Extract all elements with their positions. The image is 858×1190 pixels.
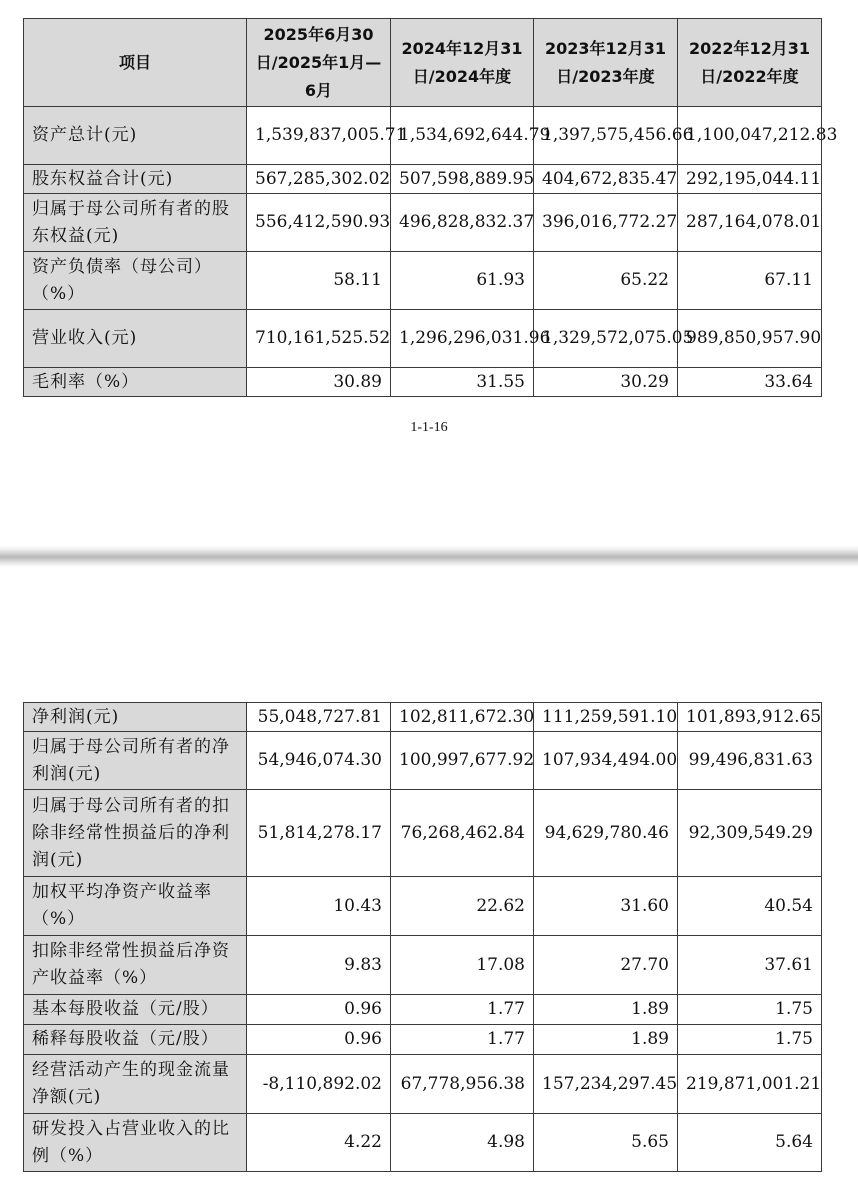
cell-value: 4.22 (247, 1114, 391, 1172)
cell-value: 710,161,525.52 (247, 310, 391, 368)
header-col-2022: 2022年12月31日/2022年度 (678, 19, 822, 107)
cell-value: 1.75 (678, 995, 822, 1025)
row-label: 资产总计(元) (24, 107, 247, 165)
row-label: 资产负债率（母公司）（%） (24, 252, 247, 310)
cell-value: 9.83 (247, 936, 391, 995)
cell-value: 101,893,912.65 (678, 703, 822, 732)
row-label: 经营活动产生的现金流量净额(元) (24, 1055, 247, 1114)
table-row (24, 310, 822, 368)
cell-value: 1,329,572,075.05 (534, 310, 678, 368)
cell-value: 58.11 (247, 252, 391, 310)
cell-value: 100,997,677.92 (391, 732, 534, 790)
cell-value: 54,946,074.30 (247, 732, 391, 790)
cell-value: 1.89 (534, 995, 678, 1025)
cell-value: 507,598,889.95 (391, 165, 534, 194)
cell-value: 67.11 (678, 252, 822, 310)
table-row (24, 877, 822, 936)
cell-value: 61.93 (391, 252, 534, 310)
cell-value: 51,814,278.17 (247, 790, 391, 877)
cell-value: 67,778,956.38 (391, 1055, 534, 1114)
table-row (24, 1055, 822, 1114)
row-label: 股东权益合计(元) (24, 165, 247, 194)
cell-value: 496,828,832.37 (391, 194, 534, 252)
cell-value: 1,534,692,644.79 (391, 107, 534, 165)
cell-value: 0.96 (247, 995, 391, 1025)
cell-value: 1,100,047,212.83 (678, 107, 822, 165)
row-label: 毛利率（%） (24, 368, 247, 397)
header-item: 项目 (24, 19, 247, 107)
cell-value: 111,259,591.10 (534, 703, 678, 732)
cell-value: 17.08 (391, 936, 534, 995)
cell-value: 1.77 (391, 995, 534, 1025)
table-row (24, 368, 822, 397)
cell-value: 94,629,780.46 (534, 790, 678, 877)
cell-value: 5.65 (534, 1114, 678, 1172)
cell-value: 989,850,957.90 (678, 310, 822, 368)
financial-table-top (23, 18, 838, 397)
cell-value: 404,672,835.47 (534, 165, 678, 194)
cell-value: 31.55 (391, 368, 534, 397)
page-number: 1-1-16 (410, 420, 448, 435)
financial-table-bottom (23, 702, 822, 1172)
cell-value: 10.43 (247, 877, 391, 936)
cell-value: 99,496,831.63 (678, 732, 822, 790)
cell-value: 5.64 (678, 1114, 822, 1172)
cell-value: 219,871,001.21 (678, 1055, 822, 1114)
cell-value: 556,412,590.93 (247, 194, 391, 252)
cell-value: 287,164,078.01 (678, 194, 822, 252)
cell-value: 31.60 (534, 877, 678, 936)
page-break-divider (0, 545, 858, 567)
cell-value: 76,268,462.84 (391, 790, 534, 877)
table-row (24, 194, 822, 252)
header-col-2025h1: 2025年6月30日/2025年1月—6月 (247, 19, 391, 107)
cell-value: 30.29 (534, 368, 678, 397)
cell-value: 292,195,044.11 (678, 165, 822, 194)
cell-value: 396,016,772.27 (534, 194, 678, 252)
table-row (24, 790, 822, 877)
row-label: 研发投入占营业收入的比例（%） (24, 1114, 247, 1172)
cell-value: 1,539,837,005.71 (247, 107, 391, 165)
cell-value: 1.75 (678, 1025, 822, 1055)
table-row (24, 703, 822, 732)
row-label: 归属于母公司所有者的净利润(元) (24, 732, 247, 790)
table-row (24, 107, 822, 165)
row-label: 归属于母公司所有者的扣除非经常性损益后的净利润(元) (24, 790, 247, 877)
cell-value: 22.62 (391, 877, 534, 936)
table-row (24, 732, 822, 790)
row-label: 扣除非经常性损益后净资产收益率（%） (24, 936, 247, 995)
cell-value: 37.61 (678, 936, 822, 995)
cell-value: -8,110,892.02 (247, 1055, 391, 1114)
cell-value: 1.77 (391, 1025, 534, 1055)
cell-value: 27.70 (534, 936, 678, 995)
cell-value: 1,296,296,031.96 (391, 310, 534, 368)
table-row (24, 165, 822, 194)
cell-value: 1.89 (534, 1025, 678, 1055)
row-label: 基本每股收益（元/股） (24, 995, 247, 1025)
table-header-row (24, 19, 822, 107)
table-row (24, 1114, 822, 1172)
cell-value: 55,048,727.81 (247, 703, 391, 732)
row-label: 稀释每股收益（元/股） (24, 1025, 247, 1055)
table-row (24, 252, 822, 310)
table-row (24, 936, 822, 995)
cell-value: 92,309,549.29 (678, 790, 822, 877)
cell-value: 567,285,302.02 (247, 165, 391, 194)
header-col-2024: 2024年12月31日/2024年度 (391, 19, 534, 107)
cell-value: 40.54 (678, 877, 822, 936)
cell-value: 4.98 (391, 1114, 534, 1172)
cell-value: 33.64 (678, 368, 822, 397)
row-label: 归属于母公司所有者的股东权益(元) (24, 194, 247, 252)
cell-value: 30.89 (247, 368, 391, 397)
table-row (24, 1025, 822, 1055)
cell-value: 107,934,494.00 (534, 732, 678, 790)
row-label: 净利润(元) (24, 703, 247, 732)
row-label: 加权平均净资产收益率（%） (24, 877, 247, 936)
cell-value: 0.96 (247, 1025, 391, 1055)
cell-value: 1,397,575,456.66 (534, 107, 678, 165)
cell-value: 102,811,672.30 (391, 703, 534, 732)
cell-value: 65.22 (534, 252, 678, 310)
row-label: 营业收入(元) (24, 310, 247, 368)
cell-value: 157,234,297.45 (534, 1055, 678, 1114)
header-col-2023: 2023年12月31日/2023年度 (534, 19, 678, 107)
table-row (24, 995, 822, 1025)
